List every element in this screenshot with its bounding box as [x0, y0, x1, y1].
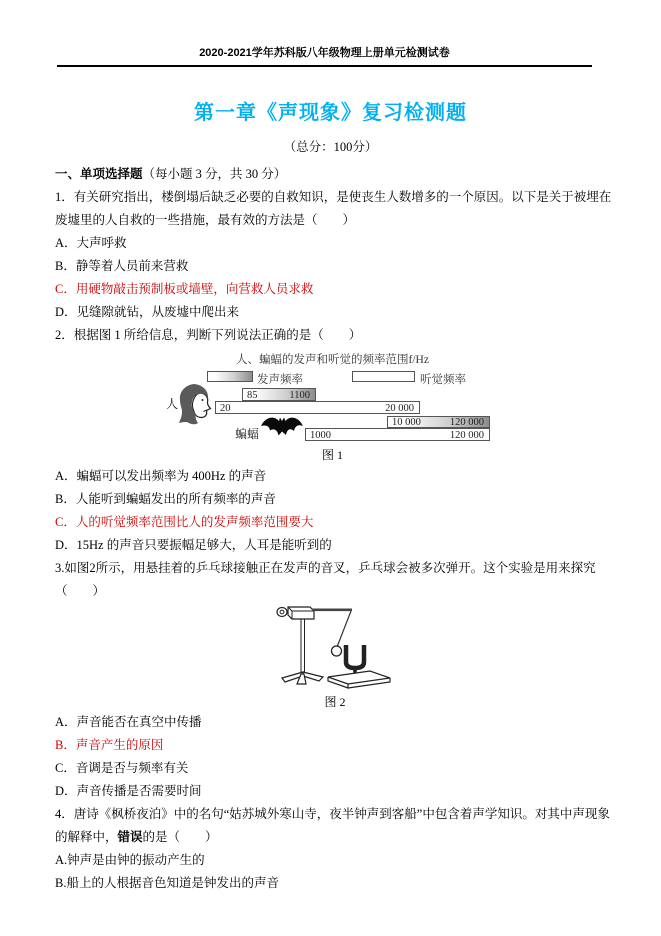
q2-option-b: B．人能听到蝙蝠发出的所有频率的声音 — [55, 492, 276, 506]
bat-icon — [260, 413, 304, 447]
q4-option-b: B.船上的人根据音色知道是钟发出的声音 — [55, 876, 279, 890]
q2-option-c: C．人的听觉频率范围比人的发声频率范围要大 — [55, 515, 314, 529]
bat-sound-max: 120 000 — [449, 417, 484, 428]
question-2-text: 2．根据图 1 所给信息，判断下列说法正确的是（ ） — [55, 328, 362, 342]
q2-option-a: A．蝙蝠可以发出频率为 400Hz 的声音 — [55, 469, 267, 483]
bat-hearing-min: 1000 — [310, 430, 331, 441]
bat-hearing-frequency-bar — [305, 428, 490, 441]
human-sound-frequency-bar — [242, 388, 316, 401]
human-head-icon — [177, 383, 213, 437]
legend-sound-frequency-swatch — [207, 371, 253, 382]
section-heading-bold: 一、单项选择题 — [55, 167, 143, 181]
question-3-text: 3.如图2所示，用悬挂着的乒乓球接触正在发声的音叉，乒乓球会被多次弹开。这个实验是用来探究（ ） — [55, 561, 596, 598]
figure-1-caption: 图 1 — [321, 448, 343, 462]
bat-sound-min: 10 000 — [392, 417, 421, 428]
q1-option-a: A．大声呼救 — [55, 236, 127, 250]
bat-row-label: 蝙蝠 — [235, 427, 260, 441]
section-heading-rest: （每小题 3 分，共 30 分） — [142, 167, 287, 181]
bat-hearing-max: 120 000 — [449, 430, 484, 441]
question-1-text: 1．有关研究指出，楼倒塌后缺乏必要的自救知识，是使丧生人数增多的一个原因。以下是关于被埋在废墟里的人自救的一些措施，最有效的方法是（ ） — [55, 190, 612, 227]
q1-option-d: D．见缝隙就钻，从废墟中爬出来 — [55, 305, 240, 319]
human-hearing-min: 20 — [220, 403, 231, 414]
q3-option-d: D．声音传播是否需要时间 — [55, 784, 202, 798]
total-score-subtitle: （总分：100分） — [283, 140, 378, 154]
q1-option-c: C．用硬物敲击预制板或墙壁，向营救人员求救 — [55, 282, 314, 296]
q2-option-d: D．15Hz 的声音只要振幅足够大，人耳是能听到的 — [55, 538, 332, 552]
q3-option-a: A．声音能否在真空中传播 — [55, 715, 202, 729]
human-sound-max: 1100 — [289, 390, 310, 401]
legend-sound-frequency-label: 发声频率 — [257, 374, 303, 386]
figure-2-caption: 图 2 — [324, 695, 346, 709]
legend-hearing-frequency-label: 听觉频率 — [420, 374, 466, 386]
q4-text-before: 4．唐诗《枫桥夜泊》中的名句“姑苏城外寒山寺，夜半钟声到客船”中包含着声学知识。对其中声现象的解释中， — [55, 807, 610, 844]
section-heading — [55, 163, 613, 186]
figure-1 — [55, 349, 613, 461]
page-header: 2020-2021学年苏科版八年级物理上册单元检测试卷 — [57, 44, 592, 67]
bat-sound-frequency-bar — [387, 416, 490, 428]
q4-text-after: 的是（ ） — [142, 830, 218, 844]
figure-1-title: 人、蝙蝠的发声和听觉的频率范围f/Hz — [236, 354, 429, 366]
q4-option-a: A.钟声是由钟的振动产生的 — [55, 853, 205, 867]
q3-option-c: C．音调是否与频率有关 — [55, 761, 189, 775]
question-4-text — [55, 803, 613, 849]
legend-hearing-frequency-swatch — [352, 371, 415, 382]
document-body — [55, 163, 613, 895]
human-hearing-max: 20 000 — [385, 403, 414, 414]
figure-1-chart — [160, 349, 505, 461]
human-hearing-frequency-bar — [215, 401, 420, 414]
q3-option-b: B．声音产生的原因 — [55, 738, 164, 752]
human-sound-min: 85 — [247, 390, 258, 401]
page-title: 第一章《声现象》复习检测题 — [194, 102, 467, 124]
q1-option-b: B．静等着人员前来营救 — [55, 259, 189, 273]
human-row-label: 人 — [166, 397, 179, 411]
q4-bold-word: 错误 — [117, 830, 143, 844]
figure-2 — [55, 605, 613, 709]
